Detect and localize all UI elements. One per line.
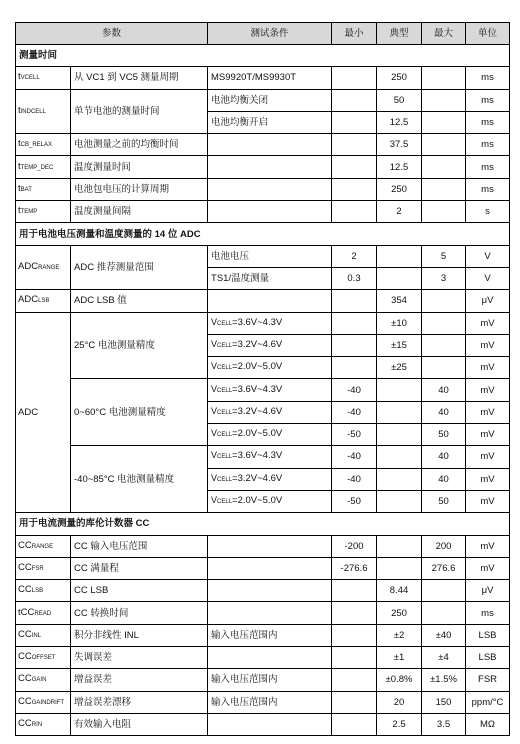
desc-cell: -40~85°C 电池测量精度 bbox=[71, 446, 208, 513]
symbol-cell: tBAT bbox=[16, 178, 71, 200]
min-cell: -40 bbox=[332, 379, 377, 401]
typ-cell: 8.44 bbox=[377, 580, 422, 602]
max-cell: 40 bbox=[422, 446, 466, 468]
typ-cell: 12.5 bbox=[377, 156, 422, 178]
typ-cell: 250 bbox=[377, 67, 422, 89]
table-row bbox=[16, 245, 510, 267]
typ-cell: ±2 bbox=[377, 624, 422, 646]
max-cell bbox=[422, 334, 466, 356]
min-cell bbox=[332, 290, 377, 312]
min-cell bbox=[332, 156, 377, 178]
min-cell bbox=[332, 89, 377, 111]
typ-cell bbox=[377, 446, 422, 468]
typ-cell bbox=[377, 401, 422, 423]
symbol-cell: tINDCELL bbox=[16, 89, 71, 134]
cond-cell: VCELL=3.6V~4.3V bbox=[208, 379, 332, 401]
unit-cell: ms bbox=[466, 602, 510, 624]
min-cell bbox=[332, 647, 377, 669]
typ-cell bbox=[377, 468, 422, 490]
desc-cell: ADC 推荐测量范围 bbox=[71, 245, 208, 290]
typ-cell: ±0.8% bbox=[377, 669, 422, 691]
cond-cell: VCELL=2.0V~5.0V bbox=[208, 424, 332, 446]
max-cell bbox=[422, 67, 466, 89]
desc-cell: 电池包电压的计算周期 bbox=[71, 178, 208, 200]
header-typ: 典型 bbox=[377, 23, 422, 45]
symbol-cell: ADCRANGE bbox=[16, 245, 71, 290]
cond-cell bbox=[208, 201, 332, 223]
cond-cell bbox=[208, 580, 332, 602]
max-cell bbox=[422, 111, 466, 133]
symbol-cell: tTEMP_DEC bbox=[16, 156, 71, 178]
desc-cell: 有效输入电阻 bbox=[71, 713, 208, 735]
min-cell: -40 bbox=[332, 468, 377, 490]
max-cell bbox=[422, 290, 466, 312]
cond-cell: VCELL=3.6V~4.3V bbox=[208, 312, 332, 334]
desc-cell: CC 输入电压范围 bbox=[71, 535, 208, 557]
cond-cell bbox=[208, 156, 332, 178]
min-cell bbox=[332, 201, 377, 223]
unit-cell: ms bbox=[466, 156, 510, 178]
max-cell: 40 bbox=[422, 401, 466, 423]
unit-cell: LSB bbox=[466, 647, 510, 669]
table-row bbox=[16, 379, 510, 401]
table-row bbox=[16, 201, 510, 223]
table-row bbox=[16, 156, 510, 178]
desc-cell: 温度测量时间 bbox=[71, 156, 208, 178]
cond-cell: 输入电压范围内 bbox=[208, 624, 332, 646]
typ-cell: 250 bbox=[377, 178, 422, 200]
header-param: 参数 bbox=[16, 23, 208, 45]
min-cell bbox=[332, 357, 377, 379]
table-row bbox=[16, 713, 510, 735]
unit-cell: mV bbox=[466, 468, 510, 490]
unit-cell: V bbox=[466, 245, 510, 267]
symbol-cell: CCGAINDRIFT bbox=[16, 691, 71, 713]
unit-cell: V bbox=[466, 267, 510, 289]
min-cell: -50 bbox=[332, 490, 377, 512]
header-cond: 测试条件 bbox=[208, 23, 332, 45]
cond-cell: VCELL=3.2V~4.6V bbox=[208, 334, 332, 356]
unit-cell: ms bbox=[466, 111, 510, 133]
typ-cell bbox=[377, 424, 422, 446]
unit-cell: mV bbox=[466, 557, 510, 579]
typ-cell: 354 bbox=[377, 290, 422, 312]
cond-cell: 电池电压 bbox=[208, 245, 332, 267]
unit-cell: ms bbox=[466, 178, 510, 200]
unit-cell: mV bbox=[466, 446, 510, 468]
cond-cell bbox=[208, 557, 332, 579]
desc-cell: 温度测量间隔 bbox=[71, 201, 208, 223]
max-cell: 276.6 bbox=[422, 557, 466, 579]
table-row bbox=[16, 602, 510, 624]
cond-cell: VCELL=2.0V~5.0V bbox=[208, 490, 332, 512]
min-cell bbox=[332, 602, 377, 624]
typ-cell: 2.5 bbox=[377, 713, 422, 735]
min-cell bbox=[332, 691, 377, 713]
cond-cell: 电池均衡关闭 bbox=[208, 89, 332, 111]
header-unit: 单位 bbox=[466, 23, 510, 45]
symbol-cell: tTEMP bbox=[16, 201, 71, 223]
cond-cell: 输入电压范围内 bbox=[208, 669, 332, 691]
cond-cell: VCELL=3.2V~4.6V bbox=[208, 468, 332, 490]
min-cell bbox=[332, 713, 377, 735]
unit-cell: mV bbox=[466, 334, 510, 356]
min-cell bbox=[332, 580, 377, 602]
cond-cell: VCELL=2.0V~5.0V bbox=[208, 357, 332, 379]
min-cell: 2 bbox=[332, 245, 377, 267]
max-cell bbox=[422, 580, 466, 602]
max-cell bbox=[422, 357, 466, 379]
desc-cell: 25°C 电池测量精度 bbox=[71, 312, 208, 379]
cond-cell: MS9920T/MS9930T bbox=[208, 67, 332, 89]
table-row bbox=[16, 89, 510, 111]
max-cell bbox=[422, 89, 466, 111]
table-row bbox=[16, 134, 510, 156]
cond-cell bbox=[208, 602, 332, 624]
max-cell: 40 bbox=[422, 468, 466, 490]
symbol-cell: CCFSR bbox=[16, 557, 71, 579]
cond-cell: TS1/温度测量 bbox=[208, 267, 332, 289]
typ-cell: 50 bbox=[377, 89, 422, 111]
min-cell: -276.6 bbox=[332, 557, 377, 579]
desc-cell: 增益误差漂移 bbox=[71, 691, 208, 713]
desc-cell: 增益误差 bbox=[71, 669, 208, 691]
max-cell: ±4 bbox=[422, 647, 466, 669]
min-cell bbox=[332, 312, 377, 334]
unit-cell: ms bbox=[466, 134, 510, 156]
unit-cell: mV bbox=[466, 401, 510, 423]
symbol-cell: CCRIN bbox=[16, 713, 71, 735]
table-row bbox=[16, 647, 510, 669]
max-cell: 50 bbox=[422, 490, 466, 512]
typ-cell: ±1 bbox=[377, 647, 422, 669]
min-cell: -40 bbox=[332, 446, 377, 468]
desc-cell: 积分非线性 INL bbox=[71, 624, 208, 646]
typ-cell bbox=[377, 379, 422, 401]
typ-cell bbox=[377, 490, 422, 512]
min-cell bbox=[332, 67, 377, 89]
symbol-cell: CCGAIN bbox=[16, 669, 71, 691]
unit-cell: mV bbox=[466, 535, 510, 557]
max-cell: ±1.5% bbox=[422, 669, 466, 691]
section-row bbox=[16, 513, 510, 535]
desc-cell: 单节电池的测量时间 bbox=[71, 89, 208, 134]
unit-cell: mV bbox=[466, 312, 510, 334]
typ-cell bbox=[377, 267, 422, 289]
cond-cell bbox=[208, 713, 332, 735]
symbol-cell: tCB_RELAX bbox=[16, 134, 71, 156]
min-cell bbox=[332, 624, 377, 646]
typ-cell: 20 bbox=[377, 691, 422, 713]
unit-cell: s bbox=[466, 201, 510, 223]
typ-cell: ±10 bbox=[377, 312, 422, 334]
max-cell: 40 bbox=[422, 379, 466, 401]
table-row bbox=[16, 691, 510, 713]
typ-cell bbox=[377, 535, 422, 557]
symbol-cell: CCOFFSET bbox=[16, 647, 71, 669]
min-cell: -200 bbox=[332, 535, 377, 557]
min-cell: -40 bbox=[332, 401, 377, 423]
unit-cell: μV bbox=[466, 290, 510, 312]
table-row bbox=[16, 446, 510, 468]
unit-cell: μV bbox=[466, 580, 510, 602]
max-cell bbox=[422, 201, 466, 223]
unit-cell: mV bbox=[466, 379, 510, 401]
table-row bbox=[16, 290, 510, 312]
unit-cell: LSB bbox=[466, 624, 510, 646]
min-cell: 0.3 bbox=[332, 267, 377, 289]
desc-cell: 从 VC1 到 VC5 测量周期 bbox=[71, 67, 208, 89]
header-row bbox=[16, 23, 510, 45]
max-cell: ±40 bbox=[422, 624, 466, 646]
table-row bbox=[16, 535, 510, 557]
symbol-cell: tCCREAD bbox=[16, 602, 71, 624]
max-cell: 150 bbox=[422, 691, 466, 713]
desc-cell: ADC LSB 值 bbox=[71, 290, 208, 312]
max-cell: 3.5 bbox=[422, 713, 466, 735]
table-row bbox=[16, 178, 510, 200]
max-cell: 5 bbox=[422, 245, 466, 267]
section-row bbox=[16, 223, 510, 245]
cond-cell bbox=[208, 647, 332, 669]
typ-cell: 12.5 bbox=[377, 111, 422, 133]
cond-cell bbox=[208, 535, 332, 557]
typ-cell: 2 bbox=[377, 201, 422, 223]
min-cell bbox=[332, 178, 377, 200]
unit-cell: mV bbox=[466, 424, 510, 446]
min-cell: -50 bbox=[332, 424, 377, 446]
section-title-adc: 用于电池电压测量和温度测量的 14 位 ADC bbox=[16, 223, 510, 245]
header-max: 最大 bbox=[422, 23, 466, 45]
symbol-cell: ADCLSB bbox=[16, 290, 71, 312]
unit-cell: mV bbox=[466, 490, 510, 512]
table-row bbox=[16, 580, 510, 602]
typ-cell: ±15 bbox=[377, 334, 422, 356]
unit-cell: ppm/°C bbox=[466, 691, 510, 713]
desc-cell: 失调误差 bbox=[71, 647, 208, 669]
cond-cell bbox=[208, 178, 332, 200]
cond-cell: VCELL=3.6V~4.3V bbox=[208, 446, 332, 468]
max-cell: 200 bbox=[422, 535, 466, 557]
section-title-cc: 用于电流测量的库伦计数器 CC bbox=[16, 513, 510, 535]
desc-cell: CC 转换时间 bbox=[71, 602, 208, 624]
cond-cell: 输入电压范围内 bbox=[208, 691, 332, 713]
symbol-cell: CCINL bbox=[16, 624, 71, 646]
max-cell bbox=[422, 178, 466, 200]
max-cell bbox=[422, 156, 466, 178]
symbol-cell: ADC bbox=[16, 312, 71, 513]
table-row bbox=[16, 669, 510, 691]
typ-cell: ±25 bbox=[377, 357, 422, 379]
table-row bbox=[16, 312, 510, 334]
max-cell: 50 bbox=[422, 424, 466, 446]
desc-cell: CC 满量程 bbox=[71, 557, 208, 579]
max-cell: 3 bbox=[422, 267, 466, 289]
typ-cell bbox=[377, 557, 422, 579]
unit-cell: mV bbox=[466, 357, 510, 379]
max-cell bbox=[422, 602, 466, 624]
header-min: 最小 bbox=[332, 23, 377, 45]
desc-cell: 电池测量之前的均衡时间 bbox=[71, 134, 208, 156]
section-title-measure-time: 测量时间 bbox=[16, 45, 510, 67]
section-row bbox=[16, 45, 510, 67]
min-cell bbox=[332, 334, 377, 356]
desc-cell: CC LSB bbox=[71, 580, 208, 602]
typ-cell: 37.5 bbox=[377, 134, 422, 156]
min-cell bbox=[332, 134, 377, 156]
spec-table bbox=[15, 22, 510, 736]
cond-cell: VCELL=3.2V~4.6V bbox=[208, 401, 332, 423]
symbol-cell: tVCELL bbox=[16, 67, 71, 89]
table-row bbox=[16, 67, 510, 89]
max-cell bbox=[422, 312, 466, 334]
table-row bbox=[16, 624, 510, 646]
table-row bbox=[16, 557, 510, 579]
desc-cell: 0~60°C 电池测量精度 bbox=[71, 379, 208, 446]
typ-cell: 250 bbox=[377, 602, 422, 624]
symbol-cell: CCRANGE bbox=[16, 535, 71, 557]
symbol-cell: CCLSB bbox=[16, 580, 71, 602]
typ-cell bbox=[377, 245, 422, 267]
unit-cell: FSR bbox=[466, 669, 510, 691]
cond-cell bbox=[208, 134, 332, 156]
unit-cell: MΩ bbox=[466, 713, 510, 735]
min-cell bbox=[332, 669, 377, 691]
min-cell bbox=[332, 111, 377, 133]
unit-cell: ms bbox=[466, 67, 510, 89]
cond-cell bbox=[208, 290, 332, 312]
unit-cell: ms bbox=[466, 89, 510, 111]
cond-cell: 电池均衡开启 bbox=[208, 111, 332, 133]
max-cell bbox=[422, 134, 466, 156]
